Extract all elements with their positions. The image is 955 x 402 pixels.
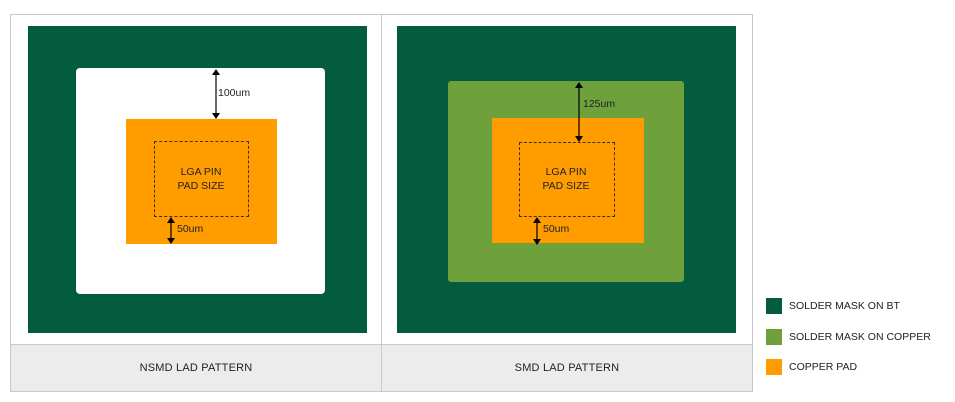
smd-panel (381, 14, 753, 392)
nsmd-pad-label (153, 165, 249, 193)
smd-dim-arrow-bottom (530, 217, 544, 245)
legend-swatch-solder-mask-copper (766, 329, 782, 345)
legend-label-solder-mask-bt: SOLDER MASK ON BT (789, 300, 900, 312)
smd-dim-arrow-top (572, 82, 586, 142)
smd-pad-label-line2: PAD SIZE (542, 180, 590, 192)
nsmd-pad-label-line1: LGA PIN (180, 166, 222, 178)
smd-caption: SMD LAD PATTERN (382, 344, 752, 391)
legend-swatch-copper-pad (766, 359, 782, 375)
smd-dim-bottom-label: 50um (543, 223, 570, 235)
smd-pad-label-line1: LGA PIN (545, 166, 587, 178)
nsmd-dim-bottom-label: 50um (177, 223, 204, 235)
nsmd-panel (10, 14, 382, 392)
nsmd-dim-top-label: 100um (218, 87, 251, 99)
nsmd-dim-arrow-bottom (164, 217, 178, 244)
legend-item-solder-mask-copper (766, 329, 955, 345)
legend-item-solder-mask-bt (766, 298, 955, 314)
nsmd-caption: NSMD LAD PATTERN (11, 344, 381, 391)
legend-label-copper-pad: COPPER PAD (789, 361, 858, 373)
nsmd-pad-label-line2: PAD SIZE (177, 180, 225, 192)
smd-pad-label (518, 165, 614, 193)
legend-label-solder-mask-copper: SOLDER MASK ON COPPER (789, 331, 931, 343)
legend-swatch-solder-mask-bt (766, 298, 782, 314)
smd-dim-top-label: 125um (583, 98, 616, 110)
legend-item-copper-pad (766, 359, 955, 375)
